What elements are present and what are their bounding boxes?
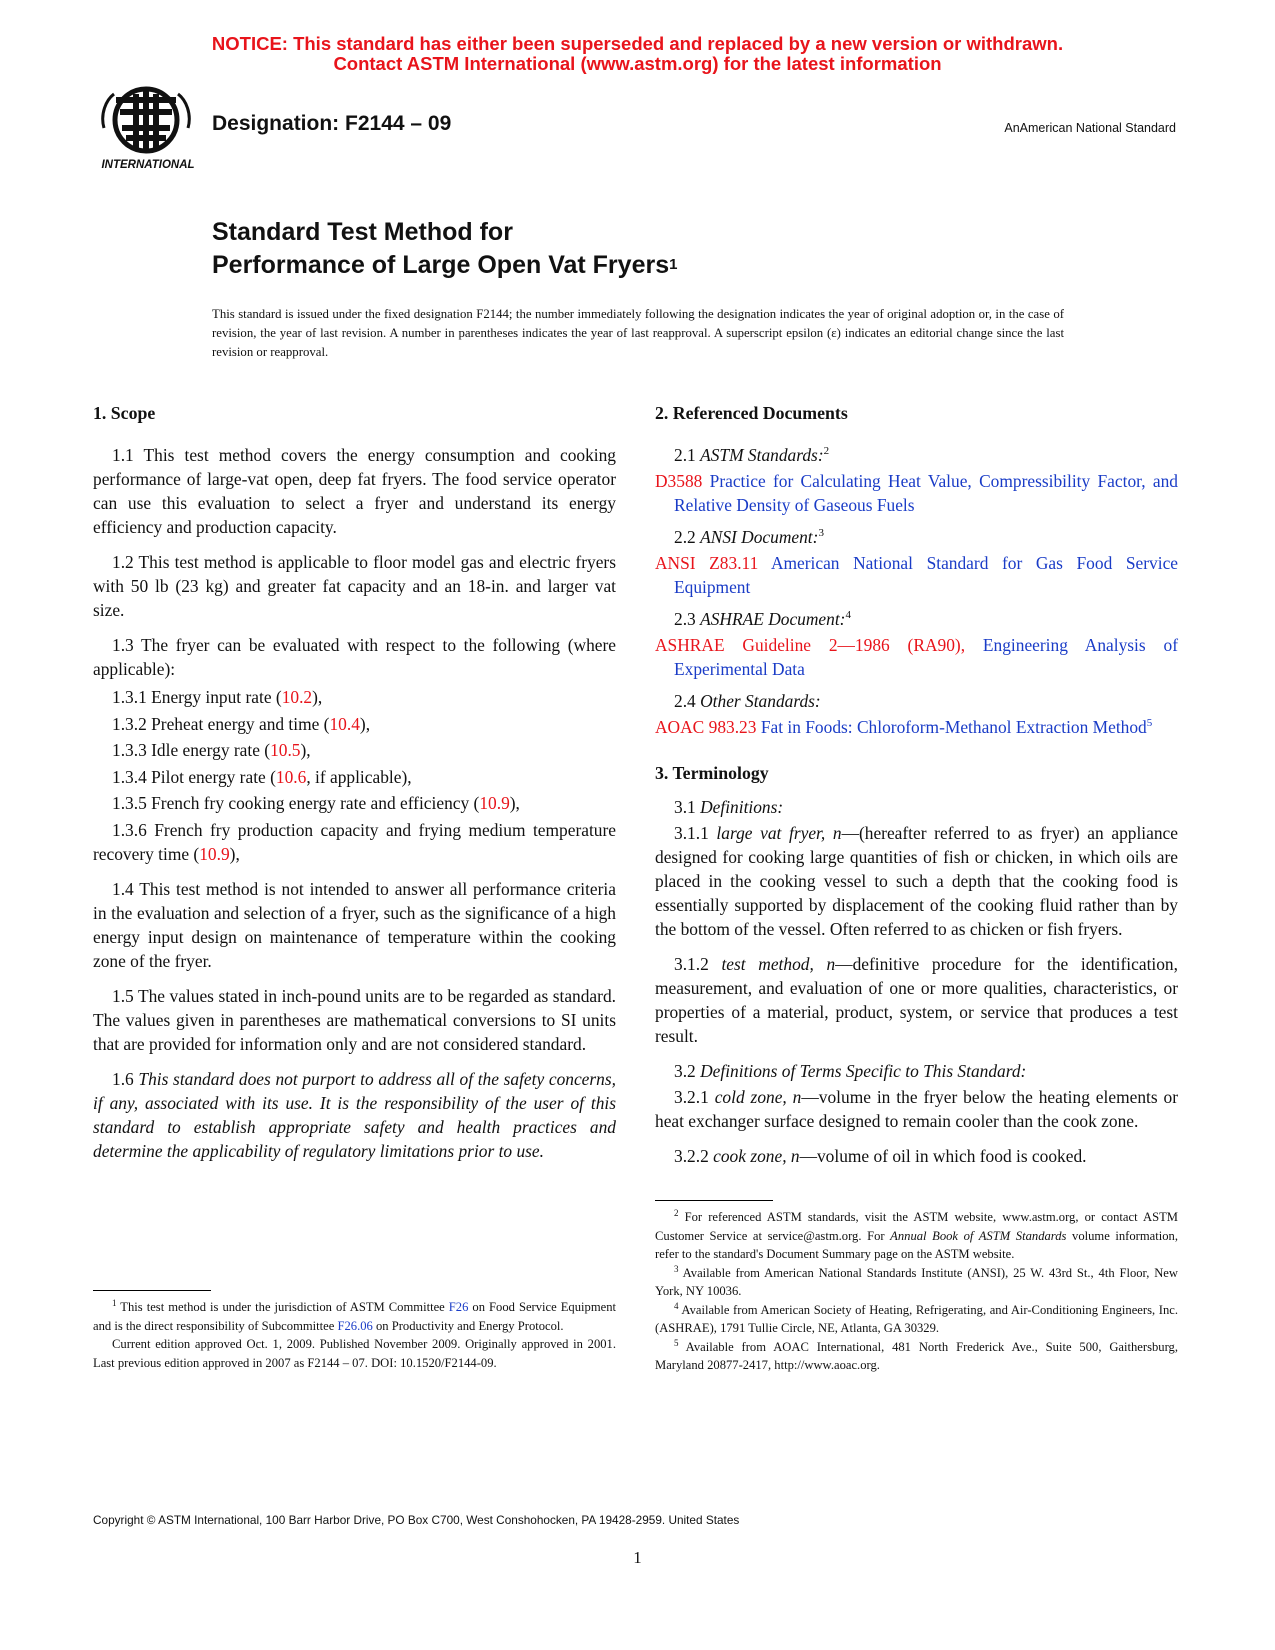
cross-reference-link[interactable]: 10.6: [275, 766, 307, 787]
cross-reference-link[interactable]: 10.5: [270, 740, 301, 760]
subsection-2-4: 2.4 Other Standards:: [674, 691, 821, 711]
title-line-2: Performance of Large Open Vat Fryers$^1$: [212, 251, 678, 279]
title-line-1: Standard Test Method for: [212, 218, 513, 246]
astm-logo-icon: [96, 84, 200, 180]
definition-large-vat-fryer: 3.1.1 large vat fryer, n—(hereafter referred to as fryer) an appliance designed for cooking large quantities of fish or chicken, in which oils are placed in the cooking vessel to such a depth that the cooking food is essentially supported by displacement of the cooking fluid rather than by the bottom of the vessel. Often referred to as chicken or fish fryers.: [655, 823, 1178, 939]
logo-wordmark: INTERNATIONAL: [101, 159, 195, 171]
page-number: 1: [633, 1548, 642, 1567]
subcommittee-link[interactable]: F26.06: [337, 1318, 373, 1333]
cross-reference-link[interactable]: 10.9: [199, 843, 230, 864]
footnote-1-edition: Current edition approved Oct. 1, 2009. Published November 2009. Originally approved in 2001. Last previous edition approved in 2007 as F2144 – 07. DOI: 10.1520/F2144-09.: [93, 1337, 616, 1370]
footnote-1: $^1$ This test method is under the jurisdiction of ASTM Committee F26 on Food Service Equipment and is the direct responsibility of Subcommittee F26.06 on Productivity and Energy Protocol.: [93, 1297, 617, 1333]
withdrawal-notice: [0, 34, 1275, 74]
footnote-3: $^3$ Available from American National Standards Institute (ANSI), 25 W. 43rd St., 4th Floor, New York, NY 10036.: [655, 1263, 1178, 1298]
footnote-5: $^5$ Available from AOAC International, 481 North Frederick Ave., Suite 500, Gaithersburg, Maryland 20877-2417, http://www.aoac.org.: [655, 1337, 1178, 1372]
cross-reference-link[interactable]: 10.9: [479, 793, 510, 813]
astm-logo: [96, 84, 200, 180]
subsection-2-1: 2.1 ASTM Standards:$^2$: [674, 445, 830, 465]
footnote-divider: [655, 1200, 773, 1201]
reference-d3588: [655, 469, 1178, 517]
left-column: [93, 401, 616, 1174]
reference-ashrae: [655, 633, 1178, 681]
list-item: 1.3.1 Energy input rate (10.2),: [112, 687, 323, 707]
document-title: [212, 216, 677, 282]
para-1-5: 1.5 The values stated in inch-pound units are to be regarded as standard. The values given in parentheses are mathematical conversions to SI units that are provided for information only and are not considered standard.: [93, 985, 616, 1054]
definition-test-method: 3.1.2 test method, n—definitive procedure for the identification, measurement, and evaluation of one or more qualities, characteristics, or properties of a material, product, system, or service that produces a test result.: [655, 954, 1178, 1046]
list-item: 1.3.2 Preheat energy and time (10.4),: [112, 713, 371, 734]
notice-line-1: NOTICE: This standard has either been superseded and replaced by a new version or withdrawn.: [211, 33, 1064, 54]
list-item-1-3-6: 1.3.6 French fry production capacity and frying medium temperature recovery time (10.9),: [93, 819, 616, 864]
footnote-2: $^2$ For referenced ASTM standards, visit the ASTM website, www.astm.org, or contact ASTM Customer Service at service@astm.org. For Annual Book of ASTM Standards volume information, refer to the standard's Document Summary page on the ASTM website.: [655, 1207, 1178, 1261]
reference-title-link[interactable]: American National Standard for Gas Food Service Equipment: [674, 553, 1179, 597]
footnotes-right: [655, 1208, 1178, 1375]
list-item: 1.3.3 Idle energy rate (10.5),: [112, 740, 311, 760]
reference-title-link[interactable]: Fat in Foods: Chloroform-Methanol Extraction Method: [760, 717, 1147, 737]
subsection-3-2: 3.2 Definitions of Terms Specific to This Standard:: [674, 1061, 1027, 1081]
definition-cold-zone: 3.2.1 cold zone, n—volume in the fryer below the heating elements or heat exchanger surface designed to remain cooler than the cook zone.: [655, 1087, 1179, 1131]
list-item: 1.3.4 Pilot energy rate (10.6, if applicable),: [112, 766, 412, 787]
reference-aoac: [655, 715, 1178, 739]
para-1-6: 1.6 This standard does not purport to address all of the safety concerns, if any, associated with its use. It is the responsibility of the user of this standard to establish appropriate safety and health practices and determine the applicability of regulatory limitations prior to use.: [93, 1068, 616, 1161]
reference-code-link[interactable]: AOAC 983.23: [655, 717, 757, 737]
subsection-2-3: 2.3 ASHRAE Document:$^4$: [674, 609, 851, 629]
american-national-standard-label: AnAmerican National Standard: [1004, 121, 1176, 135]
para-1-4: 1.4 This test method is not intended to answer all performance criteria in the evaluation and selection of a fryer, such as the significance of a high energy input design on maintenance of temperature within the cooking zone of the fryer.: [93, 878, 616, 971]
reference-ansi: [655, 551, 1178, 599]
list-item: 1.3.5 French fry cooking energy rate and efficiency (10.9),: [112, 793, 520, 813]
reference-code-link[interactable]: ASHRAE Guideline 2—1986 (RA90),: [655, 635, 966, 655]
subsection-2-2: 2.2 ANSI Document:$^3$: [674, 527, 824, 547]
footnote-divider: [93, 1290, 211, 1291]
section-heading-scope: 1. Scope: [93, 403, 156, 423]
definition-cook-zone: 3.2.2 cook zone, n—volume of oil in which food is cooked.: [674, 1146, 1087, 1166]
reference-code-link[interactable]: D3588: [655, 471, 703, 491]
para-1-2: 1.2 This test method is applicable to floor model gas and electric fryers with 50 lb (23 kg) and greater fat capacity and an 18-in. and larger vat size.: [93, 552, 616, 620]
issuance-statement: This standard is issued under the fixed designation F2144; the number immediately following the designation indicates the year of original adoption or, in the case of revision, the year of last revision. A number in parentheses indicates the year of last reapproval. A superscript epsilon (ε) indicates an editorial change since the last revision or reapproval.: [212, 307, 1064, 359]
footnotes-left: [93, 1298, 616, 1372]
designation: Designation: F2144 – 09: [212, 112, 452, 135]
footnote-mark[interactable]: 2: [823, 445, 830, 458]
para-1-1: 1.1 This test method covers the energy consumption and cooking performance of large-vat open, deep fat fryers. The food service operator can use this evaluation to select a fryer and understand its energy efficiency and production capacity.: [93, 445, 616, 537]
committee-link[interactable]: F26: [448, 1300, 469, 1314]
section-heading-referenced-documents: 2. Referenced Documents: [655, 403, 848, 423]
footnote-mark[interactable]: 4: [845, 609, 851, 622]
copyright-line: Copyright © ASTM International, 100 Barr Harbor Drive, PO Box C700, West Conshohocken, PA 19428-2959. United States: [93, 1513, 740, 1527]
reference-title-link[interactable]: Practice for Calculating Heat Value, Compressibility Factor, and Relative Density of Gaseous Fuels: [674, 471, 1178, 515]
footnote-mark[interactable]: 5: [1146, 717, 1153, 730]
title-footnote-mark[interactable]: 1: [669, 256, 678, 273]
notice-line-2: Contact ASTM International (www.astm.org) for the latest information: [333, 53, 942, 74]
reference-title-link[interactable]: Engineering Analysis of Experimental Data: [674, 635, 1178, 679]
cross-reference-link[interactable]: 10.4: [329, 713, 360, 734]
section-heading-terminology: 3. Terminology: [655, 763, 769, 783]
para-1-3: 1.3 The fryer can be evaluated with respect to the following (where applicable):: [93, 635, 616, 679]
subsection-3-1: 3.1 Definitions:: [674, 797, 784, 817]
footnote-4: $^4$ Available from American Society of Heating, Refrigerating, and Air-Conditioning Engineers, Inc. (ASHRAE), 1791 Tullie Circle, NE, Atlanta, GA 30329.: [655, 1300, 1178, 1335]
reference-code-link[interactable]: ANSI Z83.11: [655, 553, 759, 573]
right-column: [655, 401, 1178, 1179]
footnote-mark[interactable]: 3: [818, 527, 824, 540]
cross-reference-link[interactable]: 10.2: [281, 687, 313, 707]
